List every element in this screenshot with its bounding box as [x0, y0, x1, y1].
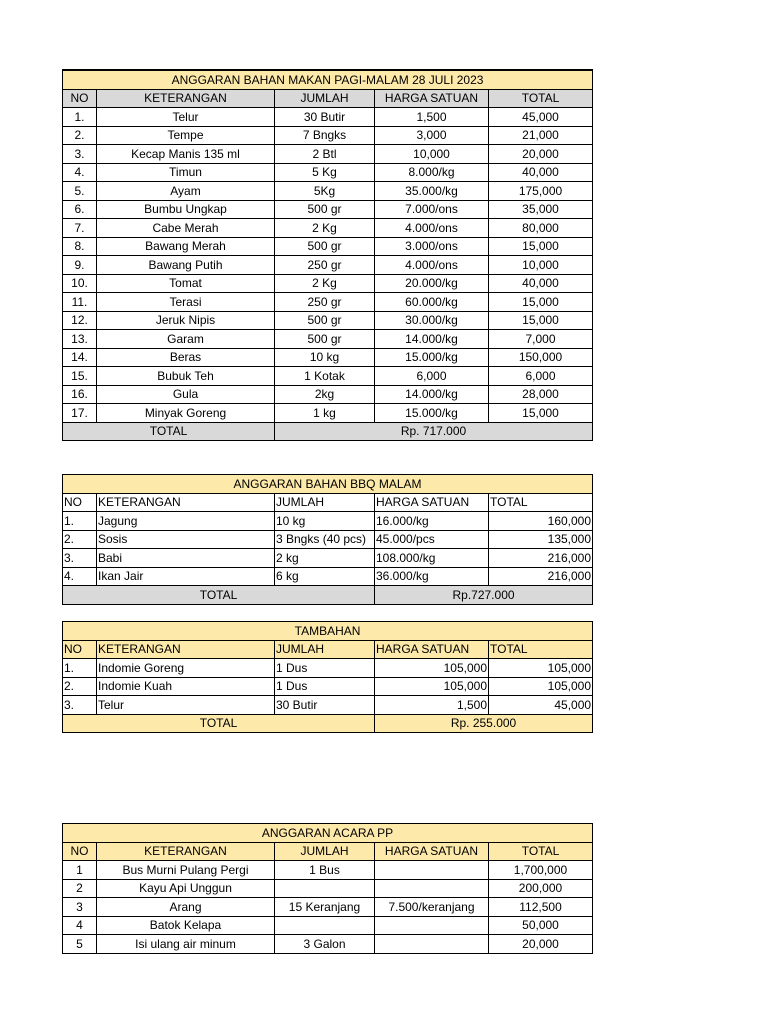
table-header-row	[63, 493, 593, 512]
cell-total: 35,000	[489, 200, 593, 219]
cell-jumlah: 2kg	[275, 385, 375, 404]
cell-keterangan: Tomat	[97, 274, 275, 293]
table-row	[63, 330, 593, 349]
header-total: TOTAL	[489, 640, 593, 659]
header-keterangan: KETERANGAN	[97, 89, 275, 108]
table-body	[63, 70, 593, 108]
cell-keterangan: Telur	[97, 696, 275, 715]
cell-no: 6.	[63, 200, 97, 219]
cell-total: 175,000	[489, 182, 593, 201]
cell-keterangan: Telur	[97, 108, 275, 127]
table-total-row	[63, 586, 593, 605]
table-header-row	[63, 640, 593, 659]
table-row	[63, 108, 593, 127]
cell-jumlah: 15 Keranjang	[275, 898, 375, 917]
cell-no: 3	[63, 898, 97, 917]
cell-keterangan: Beras	[97, 348, 275, 367]
cell-jumlah: 1 Dus	[275, 677, 375, 696]
cell-no: 1.	[63, 659, 97, 678]
header-no: NO	[63, 640, 97, 659]
cell-jumlah: 3 Galon	[275, 935, 375, 954]
table-row	[63, 163, 593, 182]
table-row	[63, 274, 593, 293]
header-keterangan: KETERANGAN	[97, 493, 275, 512]
cell-no: 17.	[63, 404, 97, 423]
cell-total: 15,000	[489, 311, 593, 330]
cell-harga-satuan: 16.000/kg	[375, 512, 489, 531]
cell-jumlah: 1 Dus	[275, 659, 375, 678]
cell-harga-satuan: 105,000	[375, 677, 489, 696]
cell-no: 4	[63, 916, 97, 935]
cell-keterangan: Isi ulang air minum	[97, 935, 275, 954]
cell-jumlah: 2 Btl	[275, 145, 375, 164]
cell-harga-satuan: 7.000/ons	[375, 200, 489, 219]
header-no: NO	[63, 89, 97, 108]
cell-keterangan: Terasi	[97, 293, 275, 312]
budget-table-breakfast-dinner	[62, 69, 593, 441]
cell-no: 2.	[63, 126, 97, 145]
cell-harga-satuan: 36.000/kg	[375, 567, 489, 586]
cell-no: 5	[63, 935, 97, 954]
table-row	[63, 311, 593, 330]
table-row	[63, 916, 593, 935]
cell-jumlah	[275, 916, 375, 935]
cell-no: 1.	[63, 108, 97, 127]
table-rows	[63, 108, 593, 423]
budget-table-acara-pp	[62, 823, 593, 954]
cell-keterangan: Bubuk Teh	[97, 367, 275, 386]
table-row	[63, 237, 593, 256]
cell-keterangan: Sosis	[97, 530, 275, 549]
cell-jumlah: 1 Bus	[275, 861, 375, 880]
header-harga-satuan: HARGA SATUAN	[375, 640, 489, 659]
cell-jumlah: 2 Kg	[275, 274, 375, 293]
header-jumlah: JUMLAH	[275, 640, 375, 659]
table-row	[63, 696, 593, 715]
header-total: TOTAL	[489, 842, 593, 861]
table-row	[63, 677, 593, 696]
cell-harga-satuan: 1,500	[375, 108, 489, 127]
cell-no: 2.	[63, 677, 97, 696]
cell-total: 216,000	[489, 567, 593, 586]
cell-jumlah: 3 Bngks (40 pcs)	[275, 530, 375, 549]
cell-keterangan: Batok Kelapa	[97, 916, 275, 935]
cell-keterangan: Jeruk Nipis	[97, 311, 275, 330]
table-total-row	[63, 714, 593, 733]
table-row	[63, 219, 593, 238]
total-value: Rp. 255.000	[375, 714, 593, 733]
cell-no: 4.	[63, 163, 97, 182]
total-label: TOTAL	[63, 422, 275, 441]
cell-no: 3.	[63, 549, 97, 568]
cell-keterangan: Kayu Api Unggun	[97, 879, 275, 898]
cell-total: 160,000	[489, 512, 593, 531]
cell-no: 2	[63, 879, 97, 898]
cell-total: 21,000	[489, 126, 593, 145]
cell-harga-satuan: 8.000/kg	[375, 163, 489, 182]
cell-total: 216,000	[489, 549, 593, 568]
cell-harga-satuan: 6,000	[375, 367, 489, 386]
cell-total: 105,000	[489, 659, 593, 678]
header-jumlah: JUMLAH	[275, 842, 375, 861]
cell-jumlah: 1 kg	[275, 404, 375, 423]
table-rows	[63, 512, 593, 586]
table-row	[63, 126, 593, 145]
budget-table-tambahan	[62, 621, 593, 733]
cell-jumlah: 250 gr	[275, 256, 375, 275]
header-total: TOTAL	[489, 493, 593, 512]
budget-table-bbq	[62, 474, 593, 605]
cell-total: 15,000	[489, 237, 593, 256]
cell-keterangan: Bus Murni Pulang Pergi	[97, 861, 275, 880]
header-harga-satuan: HARGA SATUAN	[375, 493, 489, 512]
cell-harga-satuan: 3.000/ons	[375, 237, 489, 256]
cell-keterangan: Cabe Merah	[97, 219, 275, 238]
cell-jumlah: 500 gr	[275, 237, 375, 256]
table-header-row	[63, 842, 593, 861]
cell-jumlah: 7 Bngks	[275, 126, 375, 145]
cell-jumlah: 2 Kg	[275, 219, 375, 238]
cell-harga-satuan	[375, 935, 489, 954]
header-keterangan: KETERANGAN	[97, 640, 275, 659]
table-row	[63, 530, 593, 549]
cell-harga-satuan: 1,500	[375, 696, 489, 715]
cell-harga-satuan: 45.000/pcs	[375, 530, 489, 549]
table-row	[63, 293, 593, 312]
header-jumlah: JUMLAH	[275, 493, 375, 512]
cell-keterangan: Minyak Goreng	[97, 404, 275, 423]
cell-total: 105,000	[489, 677, 593, 696]
table-row	[63, 935, 593, 954]
cell-no: 10.	[63, 274, 97, 293]
table-title-row	[63, 475, 593, 494]
table-title-row	[63, 622, 593, 641]
header-harga-satuan: HARGA SATUAN	[375, 89, 489, 108]
cell-jumlah: 5Kg	[275, 182, 375, 201]
cell-jumlah: 250 gr	[275, 293, 375, 312]
cell-total: 15,000	[489, 404, 593, 423]
cell-harga-satuan: 10,000	[375, 145, 489, 164]
table-title-row	[63, 824, 593, 843]
table-row	[63, 659, 593, 678]
cell-keterangan: Gula	[97, 385, 275, 404]
cell-total: 20,000	[489, 935, 593, 954]
table-row	[63, 879, 593, 898]
table-row	[63, 549, 593, 568]
cell-no: 16.	[63, 385, 97, 404]
cell-keterangan: Jagung	[97, 512, 275, 531]
cell-harga-satuan: 3,000	[375, 126, 489, 145]
table-row	[63, 898, 593, 917]
header-jumlah: JUMLAH	[275, 89, 375, 108]
cell-total: 6,000	[489, 367, 593, 386]
cell-total: 150,000	[489, 348, 593, 367]
cell-total: 40,000	[489, 274, 593, 293]
cell-total: 28,000	[489, 385, 593, 404]
cell-total: 7,000	[489, 330, 593, 349]
cell-jumlah: 10 kg	[275, 348, 375, 367]
table-title: TAMBAHAN	[63, 622, 593, 641]
cell-no: 7.	[63, 219, 97, 238]
cell-harga-satuan: 14.000/kg	[375, 385, 489, 404]
total-value: Rp. 717.000	[275, 422, 593, 441]
cell-harga-satuan: 60.000/kg	[375, 293, 489, 312]
cell-harga-satuan	[375, 861, 489, 880]
cell-harga-satuan: 4.000/ons	[375, 219, 489, 238]
cell-total: 15,000	[489, 293, 593, 312]
total-label: TOTAL	[63, 586, 375, 605]
cell-total: 50,000	[489, 916, 593, 935]
cell-total: 112,500	[489, 898, 593, 917]
cell-jumlah: 5 Kg	[275, 163, 375, 182]
cell-keterangan: Indomie Kuah	[97, 677, 275, 696]
cell-keterangan: Garam	[97, 330, 275, 349]
cell-keterangan: Arang	[97, 898, 275, 917]
cell-keterangan: Timun	[97, 163, 275, 182]
cell-harga-satuan: 4.000/ons	[375, 256, 489, 275]
table-row	[63, 367, 593, 386]
cell-jumlah: 30 Butir	[275, 108, 375, 127]
table-row	[63, 861, 593, 880]
cell-keterangan: Kecap Manis 135 ml	[97, 145, 275, 164]
cell-total: 135,000	[489, 530, 593, 549]
cell-no: 4.	[63, 567, 97, 586]
cell-total: 10,000	[489, 256, 593, 275]
table-row	[63, 404, 593, 423]
total-label: TOTAL	[63, 714, 375, 733]
table-rows	[63, 659, 593, 715]
cell-harga-satuan: 7.500/keranjang	[375, 898, 489, 917]
cell-harga-satuan: 105,000	[375, 659, 489, 678]
cell-jumlah: 1 Kotak	[275, 367, 375, 386]
cell-jumlah: 2 kg	[275, 549, 375, 568]
cell-harga-satuan: 15.000/kg	[375, 348, 489, 367]
cell-no: 11.	[63, 293, 97, 312]
table-title-row	[63, 70, 593, 89]
table-row	[63, 385, 593, 404]
table-row	[63, 200, 593, 219]
table-row	[63, 567, 593, 586]
cell-total: 20,000	[489, 145, 593, 164]
cell-no: 1	[63, 861, 97, 880]
cell-keterangan: Babi	[97, 549, 275, 568]
cell-total: 40,000	[489, 163, 593, 182]
table-rows	[63, 861, 593, 954]
cell-no: 2.	[63, 530, 97, 549]
cell-harga-satuan: 20.000/kg	[375, 274, 489, 293]
table-row	[63, 256, 593, 275]
cell-jumlah: 6 kg	[275, 567, 375, 586]
table-header-row	[63, 89, 593, 108]
cell-harga-satuan: 15.000/kg	[375, 404, 489, 423]
cell-jumlah	[275, 879, 375, 898]
header-total: TOTAL	[489, 89, 593, 108]
cell-no: 12.	[63, 311, 97, 330]
table-title: ANGGARAN BAHAN MAKAN PAGI-MALAM 28 JULI 2023	[63, 70, 593, 89]
cell-total: 80,000	[489, 219, 593, 238]
cell-keterangan: Indomie Goreng	[97, 659, 275, 678]
cell-no: 8.	[63, 237, 97, 256]
table-title: ANGGARAN ACARA PP	[63, 824, 593, 843]
cell-harga-satuan: 108.000/kg	[375, 549, 489, 568]
cell-harga-satuan: 30.000/kg	[375, 311, 489, 330]
cell-no: 3.	[63, 145, 97, 164]
cell-no: 14.	[63, 348, 97, 367]
header-harga-satuan: HARGA SATUAN	[375, 842, 489, 861]
cell-jumlah: 10 kg	[275, 512, 375, 531]
cell-keterangan: Bawang Putih	[97, 256, 275, 275]
cell-jumlah: 30 Butir	[275, 696, 375, 715]
cell-total: 200,000	[489, 879, 593, 898]
cell-no: 9.	[63, 256, 97, 275]
cell-jumlah: 500 gr	[275, 330, 375, 349]
cell-harga-satuan	[375, 916, 489, 935]
total-value: Rp.727.000	[375, 586, 593, 605]
cell-keterangan: Ikan Jair	[97, 567, 275, 586]
cell-jumlah: 500 gr	[275, 311, 375, 330]
cell-no: 3.	[63, 696, 97, 715]
header-no: NO	[63, 493, 97, 512]
cell-jumlah: 500 gr	[275, 200, 375, 219]
cell-harga-satuan: 14.000/kg	[375, 330, 489, 349]
table-row	[63, 182, 593, 201]
table-row	[63, 512, 593, 531]
header-keterangan: KETERANGAN	[97, 842, 275, 861]
cell-keterangan: Tempe	[97, 126, 275, 145]
cell-harga-satuan	[375, 879, 489, 898]
cell-keterangan: Bumbu Ungkap	[97, 200, 275, 219]
header-no: NO	[63, 842, 97, 861]
table-row	[63, 348, 593, 367]
cell-keterangan: Ayam	[97, 182, 275, 201]
cell-no: 5.	[63, 182, 97, 201]
table-total-row	[63, 422, 593, 441]
cell-keterangan: Bawang Merah	[97, 237, 275, 256]
cell-total: 45,000	[489, 108, 593, 127]
cell-total: 45,000	[489, 696, 593, 715]
cell-no: 1.	[63, 512, 97, 531]
cell-harga-satuan: 35.000/kg	[375, 182, 489, 201]
cell-total: 1,700,000	[489, 861, 593, 880]
cell-no: 13.	[63, 330, 97, 349]
table-row	[63, 145, 593, 164]
cell-no: 15.	[63, 367, 97, 386]
table-title: ANGGARAN BAHAN BBQ MALAM	[63, 475, 593, 494]
